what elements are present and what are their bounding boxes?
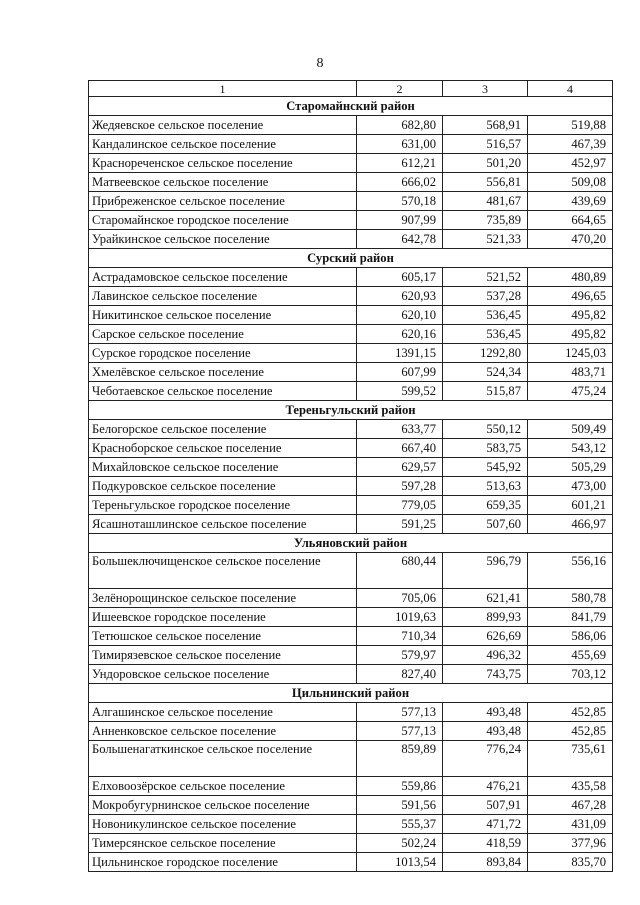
settlement-name-cell: Никитинское сельское поселение xyxy=(89,306,357,325)
value-col4-cell: 601,21 xyxy=(528,496,613,515)
table-row xyxy=(89,173,613,192)
settlement-name-cell: Подкуровское сельское поселение xyxy=(89,477,357,496)
column-header-1: 1 xyxy=(89,81,357,97)
settlement-name-cell: Алгашинское сельское поселение xyxy=(89,703,357,722)
value-col2-cell: 631,00 xyxy=(357,135,443,154)
value-col3-cell: 501,20 xyxy=(443,154,528,173)
value-col2-cell: 612,21 xyxy=(357,154,443,173)
value-col3-cell: 735,89 xyxy=(443,211,528,230)
table-row xyxy=(89,230,613,249)
settlements-table xyxy=(88,80,613,872)
value-col2-cell: 579,97 xyxy=(357,646,443,665)
value-col3-cell: 513,63 xyxy=(443,477,528,496)
value-col3-cell: 536,45 xyxy=(443,325,528,344)
value-col2-cell: 591,25 xyxy=(357,515,443,534)
settlement-name-cell: Ишеевское городское поселение xyxy=(89,608,357,627)
table-body xyxy=(89,81,613,872)
settlement-name-cell: Тереньгульское городское поселение xyxy=(89,496,357,515)
settlement-name-cell: Михайловское сельское поселение xyxy=(89,458,357,477)
value-col4-cell: 467,28 xyxy=(528,796,613,815)
value-col4-cell: 703,12 xyxy=(528,665,613,684)
value-col4-cell: 377,96 xyxy=(528,834,613,853)
settlement-name-cell: Ундоровское сельское поселение xyxy=(89,665,357,684)
value-col3-cell: 776,24 xyxy=(443,741,528,777)
table-row xyxy=(89,703,613,722)
column-number-header xyxy=(89,81,613,97)
region-header-row xyxy=(89,401,613,420)
value-col4-cell: 452,97 xyxy=(528,154,613,173)
value-col2-cell: 667,40 xyxy=(357,439,443,458)
value-col3-cell: 471,72 xyxy=(443,815,528,834)
value-col2-cell: 827,40 xyxy=(357,665,443,684)
value-col2-cell: 599,52 xyxy=(357,382,443,401)
region-title: Ульяновский район xyxy=(89,534,613,553)
table-row xyxy=(89,268,613,287)
settlement-name-cell: Елховоозёрское сельское поселение xyxy=(89,777,357,796)
value-col2-cell: 607,99 xyxy=(357,363,443,382)
value-col2-cell: 555,37 xyxy=(357,815,443,834)
value-col4-cell: 1245,03 xyxy=(528,344,613,363)
table-row xyxy=(89,589,613,608)
value-col3-cell: 621,41 xyxy=(443,589,528,608)
table-row xyxy=(89,306,613,325)
value-col4-cell: 470,20 xyxy=(528,230,613,249)
value-col2-cell: 1019,63 xyxy=(357,608,443,627)
region-header-row xyxy=(89,684,613,703)
table-row xyxy=(89,722,613,741)
value-col2-cell: 705,06 xyxy=(357,589,443,608)
value-col4-cell: 735,61 xyxy=(528,741,613,777)
table-row xyxy=(89,439,613,458)
table-row xyxy=(89,515,613,534)
value-col2-cell: 620,16 xyxy=(357,325,443,344)
value-col3-cell: 524,34 xyxy=(443,363,528,382)
region-header-row xyxy=(89,249,613,268)
settlement-name-cell: Белогорское сельское поселение xyxy=(89,420,357,439)
value-col4-cell: 466,97 xyxy=(528,515,613,534)
value-col3-cell: 568,91 xyxy=(443,116,528,135)
value-col3-cell: 626,69 xyxy=(443,627,528,646)
settlement-name-cell: Большенагаткинское сельское поселение xyxy=(89,741,357,777)
value-col3-cell: 550,12 xyxy=(443,420,528,439)
settlement-name-cell: Тетюшское сельское поселение xyxy=(89,627,357,646)
value-col2-cell: 502,24 xyxy=(357,834,443,853)
value-col2-cell: 559,86 xyxy=(357,777,443,796)
value-col3-cell: 583,75 xyxy=(443,439,528,458)
settlement-name-cell: Хмелёвское сельское поселение xyxy=(89,363,357,382)
region-title: Сурский район xyxy=(89,249,613,268)
value-col4-cell: 519,88 xyxy=(528,116,613,135)
table-row xyxy=(89,116,613,135)
value-col4-cell: 455,69 xyxy=(528,646,613,665)
region-title: Цильнинский район xyxy=(89,684,613,703)
value-col2-cell: 577,13 xyxy=(357,722,443,741)
table-row xyxy=(89,363,613,382)
value-col4-cell: 480,89 xyxy=(528,268,613,287)
value-col2-cell: 859,89 xyxy=(357,741,443,777)
value-col2-cell: 591,56 xyxy=(357,796,443,815)
value-col4-cell: 475,24 xyxy=(528,382,613,401)
settlement-name-cell: Чеботаевское сельское поселение xyxy=(89,382,357,401)
settlement-name-cell: Цильнинское городское поселение xyxy=(89,853,357,872)
value-col2-cell: 570,18 xyxy=(357,192,443,211)
settlement-name-cell: Мокробугурнинское сельское поселение xyxy=(89,796,357,815)
value-col4-cell: 509,49 xyxy=(528,420,613,439)
settlement-name-cell: Сурское городское поселение xyxy=(89,344,357,363)
settlement-name-cell: Ясашноташлинское сельское поселение xyxy=(89,515,357,534)
value-col3-cell: 476,21 xyxy=(443,777,528,796)
value-col2-cell: 629,57 xyxy=(357,458,443,477)
settlement-name-cell: Прибреженское сельское поселение xyxy=(89,192,357,211)
value-col4-cell: 435,58 xyxy=(528,777,613,796)
table-row xyxy=(89,553,613,589)
settlement-name-cell: Новоникулинское сельское поселение xyxy=(89,815,357,834)
table-row xyxy=(89,192,613,211)
region-title: Старомайнский район xyxy=(89,97,613,116)
table-row xyxy=(89,665,613,684)
table-row xyxy=(89,287,613,306)
value-col2-cell: 710,34 xyxy=(357,627,443,646)
value-col4-cell: 505,29 xyxy=(528,458,613,477)
table-row xyxy=(89,646,613,665)
value-col4-cell: 586,06 xyxy=(528,627,613,646)
settlement-name-cell: Урайкинское сельское поселение xyxy=(89,230,357,249)
table-row xyxy=(89,496,613,515)
value-col3-cell: 507,91 xyxy=(443,796,528,815)
table-row xyxy=(89,627,613,646)
value-col3-cell: 556,81 xyxy=(443,173,528,192)
value-col4-cell: 467,39 xyxy=(528,135,613,154)
value-col3-cell: 493,48 xyxy=(443,703,528,722)
value-col3-cell: 493,48 xyxy=(443,722,528,741)
table-row xyxy=(89,796,613,815)
value-col2-cell: 779,05 xyxy=(357,496,443,515)
region-header-row xyxy=(89,97,613,116)
value-col2-cell: 620,10 xyxy=(357,306,443,325)
value-col3-cell: 899,93 xyxy=(443,608,528,627)
region-title: Тереньгульский район xyxy=(89,401,613,420)
value-col2-cell: 642,78 xyxy=(357,230,443,249)
column-header-4: 4 xyxy=(528,81,613,97)
table-row xyxy=(89,211,613,230)
table-row xyxy=(89,853,613,872)
value-col4-cell: 439,69 xyxy=(528,192,613,211)
settlement-name-cell: Краснореченское сельское поселение xyxy=(89,154,357,173)
value-col2-cell: 605,17 xyxy=(357,268,443,287)
table-row xyxy=(89,741,613,777)
value-col4-cell: 835,70 xyxy=(528,853,613,872)
value-col2-cell: 682,80 xyxy=(357,116,443,135)
settlement-name-cell: Тимирязевское сельское поселение xyxy=(89,646,357,665)
settlement-name-cell: Лавинское сельское поселение xyxy=(89,287,357,306)
table-row xyxy=(89,608,613,627)
table-row xyxy=(89,777,613,796)
table-row xyxy=(89,154,613,173)
value-col4-cell: 452,85 xyxy=(528,722,613,741)
value-col2-cell: 577,13 xyxy=(357,703,443,722)
column-header-2: 2 xyxy=(357,81,443,97)
value-col4-cell: 452,85 xyxy=(528,703,613,722)
table-row xyxy=(89,382,613,401)
value-col2-cell: 597,28 xyxy=(357,477,443,496)
page-number: 8 xyxy=(316,56,324,71)
value-col2-cell: 907,99 xyxy=(357,211,443,230)
value-col3-cell: 496,32 xyxy=(443,646,528,665)
settlement-name-cell: Кандалинское сельское поселение xyxy=(89,135,357,154)
value-col3-cell: 516,57 xyxy=(443,135,528,154)
value-col2-cell: 1391,15 xyxy=(357,344,443,363)
value-col3-cell: 515,87 xyxy=(443,382,528,401)
table-row xyxy=(89,834,613,853)
value-col4-cell: 483,71 xyxy=(528,363,613,382)
table-row xyxy=(89,458,613,477)
settlement-name-cell: Зелёнорощинское сельское поселение xyxy=(89,589,357,608)
value-col2-cell: 633,77 xyxy=(357,420,443,439)
value-col4-cell: 664,65 xyxy=(528,211,613,230)
value-col3-cell: 418,59 xyxy=(443,834,528,853)
value-col3-cell: 536,45 xyxy=(443,306,528,325)
value-col4-cell: 841,79 xyxy=(528,608,613,627)
value-col3-cell: 743,75 xyxy=(443,665,528,684)
value-col4-cell: 495,82 xyxy=(528,306,613,325)
value-col3-cell: 537,28 xyxy=(443,287,528,306)
settlement-name-cell: Матвеевское сельское поселение xyxy=(89,173,357,192)
settlement-name-cell: Жедяевское сельское поселение xyxy=(89,116,357,135)
value-col4-cell: 495,82 xyxy=(528,325,613,344)
settlement-name-cell: Тимерсянское сельское поселение xyxy=(89,834,357,853)
settlement-name-cell: Астрадамовское сельское поселение xyxy=(89,268,357,287)
table-row xyxy=(89,135,613,154)
column-header-3: 3 xyxy=(443,81,528,97)
table-row xyxy=(89,477,613,496)
value-col3-cell: 596,79 xyxy=(443,553,528,589)
table-row xyxy=(89,815,613,834)
value-col2-cell: 680,44 xyxy=(357,553,443,589)
value-col2-cell: 620,93 xyxy=(357,287,443,306)
value-col4-cell: 473,00 xyxy=(528,477,613,496)
value-col3-cell: 507,60 xyxy=(443,515,528,534)
value-col3-cell: 893,84 xyxy=(443,853,528,872)
value-col4-cell: 580,78 xyxy=(528,589,613,608)
settlement-name-cell: Большеключищенское сельское поселение xyxy=(89,553,357,589)
region-header-row xyxy=(89,534,613,553)
table-row xyxy=(89,420,613,439)
value-col3-cell: 521,33 xyxy=(443,230,528,249)
value-col4-cell: 556,16 xyxy=(528,553,613,589)
value-col3-cell: 481,67 xyxy=(443,192,528,211)
value-col3-cell: 521,52 xyxy=(443,268,528,287)
settlement-name-cell: Анненковское сельское поселение xyxy=(89,722,357,741)
settlement-name-cell: Сарское сельское поселение xyxy=(89,325,357,344)
value-col3-cell: 1292,80 xyxy=(443,344,528,363)
value-col2-cell: 666,02 xyxy=(357,173,443,192)
value-col2-cell: 1013,54 xyxy=(357,853,443,872)
value-col4-cell: 509,08 xyxy=(528,173,613,192)
value-col4-cell: 431,09 xyxy=(528,815,613,834)
table-row xyxy=(89,325,613,344)
settlement-name-cell: Красноборское сельское поселение xyxy=(89,439,357,458)
value-col3-cell: 659,35 xyxy=(443,496,528,515)
settlement-name-cell: Старомайнское городское поселение xyxy=(89,211,357,230)
table-row xyxy=(89,344,613,363)
value-col4-cell: 543,12 xyxy=(528,439,613,458)
value-col3-cell: 545,92 xyxy=(443,458,528,477)
value-col4-cell: 496,65 xyxy=(528,287,613,306)
